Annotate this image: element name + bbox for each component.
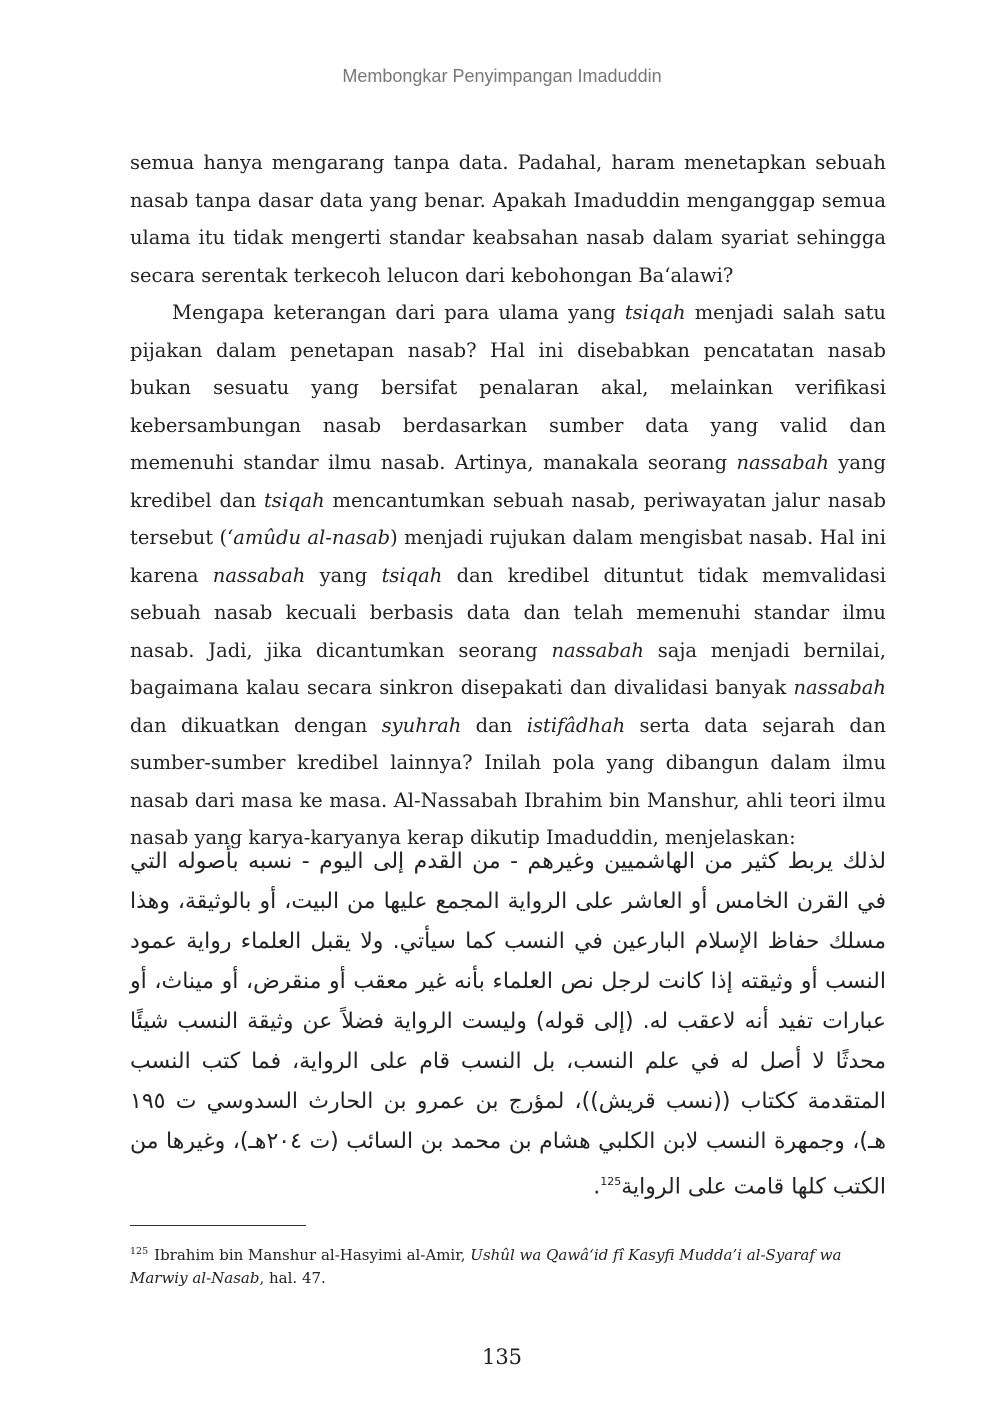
footnote-reference: 125 bbox=[600, 1175, 622, 1188]
running-header: Membongkar Penyimpangan Imaduddin bbox=[342, 66, 662, 86]
footnote-divider bbox=[130, 1225, 306, 1226]
arabic-quote-text: لذلك يربط كثير من الهاشميين وغيرهم - من القدم إلى اليوم - نسبه بأصوله التي في القرن الخامس أو العاشر على الرواية المجمع عليها من البيت، أو بالوثيقة، وهذا مسلك حفاظ الإسلام البارعين في النسب كما سيأتي. ولا يقبل العلماء رواية عمود النسب أو وثيقته إذا كانت لرجل نص العلماء بأنه غير معقب أو منقرض، أو ميناث، أو عبارات تفيد أنه لاعقب له. (إلى قوله) وليست الرواية فضلاً عن وثيقة النسب شيئًا محدثًا لا أصل له في علم النسب، بل النسب قام على الرواية، فما كتب النسب المتقدمة ككتاب ((نسب قريش))، لمؤرج بن عمرو بن الحارث السدوسي ت ١٩٥ هـ)، وجمهرة النسب لابن الكلبي هشام بن محمد بن السائب (ت ٢٠٤هـ)، وغيرها من الكتب كلها قامت على الرواية bbox=[130, 849, 886, 1200]
paragraph-1: semua hanya mengarang tanpa data. Padahal, haram menetapkan sebuah nasab tanpa dasar data yang benar. Apakah Imaduddin menganggap semua ulama itu tidak mengerti standar keabsahan nasab dalam syariat sehingga secara serentak terkecoh lelucon dari kebohongan Ba‘alawi? bbox=[130, 151, 886, 287]
footnote: $^{125}$ Ibrahim bin Manshur al-Hasyimi al-Amir, Ushûl wa Qawâ‘id fî Kasyfi Mudda’i al-Syaraf wa Marwiy al-Nasab, hal. 47. bbox=[130, 1246, 842, 1287]
main-text bbox=[130, 144, 886, 857]
arabic-quote-end: . bbox=[593, 1174, 601, 1200]
footnote-number: 125 bbox=[130, 1246, 149, 1257]
page-number: 135 bbox=[481, 1345, 523, 1369]
footnote-source-title: Ushûl wa Qawâ‘id fî Kasyfi Mudda’i al-Syaraf wa Marwiy al-Nasab bbox=[130, 1246, 842, 1287]
paragraph-2: Mengapa keterangan dari para ulama yang tsiqah menjadi salah satu pijakan dalam penetapan nasab? Hal ini disebabkan pencatatan nasab bukan sesuatu yang bersifat penalaran akal, melainkan verifikasi kebersambungan nasab berdasarkan sumber data yang valid dan memenuhi standar ilmu nasab. Artinya, manakala seorang nassabah yang kredibel dan tsiqah mencantumkan sebuah nasab, periwayatan jalur nasab tersebut (‘amûdu al-nasab) menjadi rujukan dalam mengisbat nasab. Hal ini karena nassabah yang tsiqah dan kredibel dituntut tidak memvalidasi sebuah nasab kecuali berbasis data dan telah memenuhi standar ilmu nasab. Jadi, jika dicantumkan seorang nassabah saja menjadi bernilai, bagaimana kalau secara sinkron disepakati dan divalidasi banyak nassabah dan dikuatkan dengan syuhrah dan istifâdhah serta data sejarah dan sumber-sumber kredibel lainnya? Inilah pola yang dibangun dalam ilmu nasab dari masa ke masa. Al-Nassabah Ibrahim bin Manshur, ahli teori ilmu nasab yang karya-karyanya kerap dikutip Imaduddin, menjelaskan: bbox=[130, 301, 886, 849]
arabic-quotation bbox=[130, 842, 886, 1207]
